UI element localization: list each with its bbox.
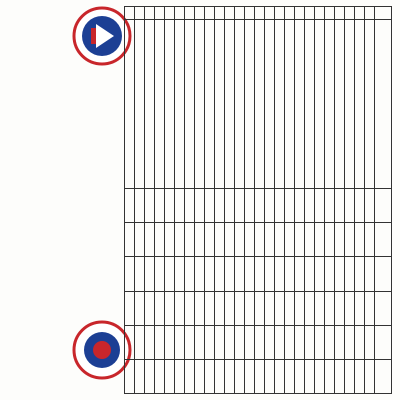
table-row [255,7,265,394]
table-cell [295,257,305,291]
union-emblem-logo [72,320,132,380]
table-cell [155,359,165,393]
table-cell [325,325,335,359]
table-row [285,7,295,394]
table-cell [345,7,355,20]
table-cell [225,7,235,20]
table-cell [265,325,275,359]
table-cell [275,325,285,359]
table-cell [145,189,155,223]
table-cell [215,325,225,359]
table-cell [155,7,165,20]
table-cell [125,291,135,325]
table-cell [195,291,205,325]
table-cell [275,7,285,20]
table-cell [235,359,245,393]
table-cell [285,20,295,189]
table-cell [135,325,145,359]
table-cell [135,7,145,20]
table-cell [185,359,195,393]
table-row [345,7,355,394]
table-cell [315,359,325,393]
table-cell [215,189,225,223]
table-cell [145,20,155,189]
table-cell [355,257,365,291]
table-cell [195,7,205,20]
table-cell [295,7,305,20]
table-cell [165,291,175,325]
table-cell [285,257,295,291]
table-cell [355,291,365,325]
table-cell [345,257,355,291]
table-row [215,7,225,394]
table-cell [125,257,135,291]
table-cell [225,223,235,257]
table-cell [165,20,175,189]
table-cell [185,189,195,223]
table-cell [245,223,255,257]
table-cell [125,20,135,189]
table-cell [365,20,375,189]
table-cell [345,325,355,359]
table-cell [315,189,325,223]
table-cell [275,257,285,291]
table-row [325,7,335,394]
table-cell [345,223,355,257]
table-row [295,7,305,394]
table-cell [225,325,235,359]
table-cell [215,359,225,393]
table-cell [185,20,195,189]
table-body [125,7,375,394]
table-cell [305,7,315,20]
table-cell [355,7,365,20]
table-cell [175,291,185,325]
table-cell [335,7,345,20]
table-cell [295,325,305,359]
table-cell [245,359,255,393]
table-cell [265,291,275,325]
table-cell [325,291,335,325]
table-cell [215,291,225,325]
table-cell [255,189,265,223]
table-cell [195,223,205,257]
table-cell [225,20,235,189]
table-cell [365,7,375,20]
table-cell [335,20,345,189]
table-cell [255,257,265,291]
column-header [375,20,392,189]
table-cell [265,359,275,393]
table-cell [185,223,195,257]
table-cell [275,291,285,325]
table-row [145,7,155,394]
table-cell [185,291,195,325]
table-cell [165,359,175,393]
table-cell [215,257,225,291]
table-cell [185,7,195,20]
table-cell [325,7,335,20]
table-cell [325,223,335,257]
column-header [375,223,392,257]
table-cell [135,291,145,325]
table-row [245,7,255,394]
table-cell [185,257,195,291]
table-cell [255,325,265,359]
table-cell [165,257,175,291]
table-cell [345,20,355,189]
column-header [375,291,392,325]
table-row [155,7,165,394]
table-row [275,7,285,394]
table-cell [155,189,165,223]
table-cell [265,20,275,189]
table-cell [195,20,205,189]
table-cell [205,189,215,223]
table-cell [335,291,345,325]
table-cell [365,359,375,393]
table-cell [205,359,215,393]
table-cell [345,291,355,325]
table-cell [265,257,275,291]
table-cell [225,359,235,393]
table-cell [345,359,355,393]
table-cell [255,7,265,20]
table-cell [215,7,225,20]
table-cell [295,291,305,325]
table-cell [235,291,245,325]
table-cell [225,257,235,291]
table-cell [205,223,215,257]
table-cell [125,223,135,257]
table-cell [245,20,255,189]
table-cell [245,291,255,325]
table-cell [205,257,215,291]
table-cell [325,189,335,223]
table-cell [255,291,265,325]
table-cell [305,359,315,393]
table-cell [315,223,325,257]
table-row [235,7,245,394]
table-cell [135,257,145,291]
table-cell [235,257,245,291]
column-header [375,325,392,359]
table-cell [205,7,215,20]
table-cell [195,359,205,393]
table-cell [315,7,325,20]
table-cell [325,257,335,291]
table-cell [355,189,365,223]
table-cell [205,291,215,325]
table-row [225,7,235,394]
table-cell [335,189,345,223]
column-header [375,359,392,393]
table-cell [305,189,315,223]
table-row [315,7,325,394]
table-cell [285,359,295,393]
table-cell [175,223,185,257]
table-cell [335,325,345,359]
table-cell [275,189,285,223]
table-cell [335,257,345,291]
table-cell [215,20,225,189]
table-cell [125,189,135,223]
table-cell [135,20,145,189]
table-cell [175,359,185,393]
table-cell [205,325,215,359]
table-cell [195,189,205,223]
table-cell [315,325,325,359]
column-header [375,189,392,223]
table-cell [225,189,235,223]
table-row [355,7,365,394]
table-cell [365,223,375,257]
table-cell [145,257,155,291]
table-cell [245,7,255,20]
table-cell [235,325,245,359]
table-cell [135,189,145,223]
table-cell [145,223,155,257]
table-cell [235,223,245,257]
table-cell [235,189,245,223]
table-cell [175,189,185,223]
table-cell [315,20,325,189]
table-cell [175,325,185,359]
table-cell [265,223,275,257]
column-header [375,7,392,20]
table-cell [155,291,165,325]
table-cell [285,325,295,359]
delegate-table [124,6,392,394]
table-cell [245,325,255,359]
table-cell [165,223,175,257]
table-cell [175,20,185,189]
table-cell [305,291,315,325]
table-cell [275,223,285,257]
table-cell [335,223,345,257]
table-cell [355,223,365,257]
table-cell [365,325,375,359]
table-cell [135,223,145,257]
table-cell [315,257,325,291]
table-cell [145,291,155,325]
table-cell [365,291,375,325]
table-row [175,7,185,394]
table-cell [325,359,335,393]
table-cell [315,291,325,325]
table-cell [305,223,315,257]
table-cell [295,20,305,189]
table-cell [275,359,285,393]
table-cell [355,359,365,393]
column-header [375,257,392,291]
table-cell [225,291,235,325]
table-cell [275,20,285,189]
table-cell [155,257,165,291]
table-cell [345,189,355,223]
table-cell [255,359,265,393]
table-cell [305,325,315,359]
table-cell [215,223,225,257]
table-cell [185,325,195,359]
table-cell [355,325,365,359]
table-cell [325,20,335,189]
table-cell [305,257,315,291]
table-row [265,7,275,394]
table-cell [365,189,375,223]
table-row [185,7,195,394]
table-cell [145,325,155,359]
table-cell [255,223,265,257]
table-cell [365,257,375,291]
table-cell [285,7,295,20]
table-cell [235,7,245,20]
table-cell [165,189,175,223]
union-seal-logo [72,6,132,66]
table-cell [155,20,165,189]
table-cell [295,189,305,223]
table-row [335,7,345,394]
table-cell [175,7,185,20]
table-cell [155,325,165,359]
table-cell [295,359,305,393]
table-cell [195,325,205,359]
table-row [365,7,375,394]
table-row [305,7,315,394]
table-cell [285,223,295,257]
table-row [165,7,175,394]
table-row [205,7,215,394]
table-cell [235,20,245,189]
table-cell [245,257,255,291]
table-row [135,7,145,394]
table-row [125,7,135,394]
table-cell [285,189,295,223]
table-cell [205,20,215,189]
table-cell [335,359,345,393]
table-cell [175,257,185,291]
table-cell [145,7,155,20]
table-cell [135,359,145,393]
table-cell [145,359,155,393]
table-cell [355,20,365,189]
table-cell [165,325,175,359]
table-cell [305,20,315,189]
table-cell [265,189,275,223]
table-cell [285,291,295,325]
table-cell [125,325,135,359]
table-cell [265,7,275,20]
table-cell [165,7,175,20]
table-cell [125,7,135,20]
table-cell [125,359,135,393]
table-cell [155,223,165,257]
table-cell [295,223,305,257]
table-row [195,7,205,394]
table-cell [245,189,255,223]
table-cell [255,20,265,189]
table-header [375,7,392,394]
table-cell [195,257,205,291]
